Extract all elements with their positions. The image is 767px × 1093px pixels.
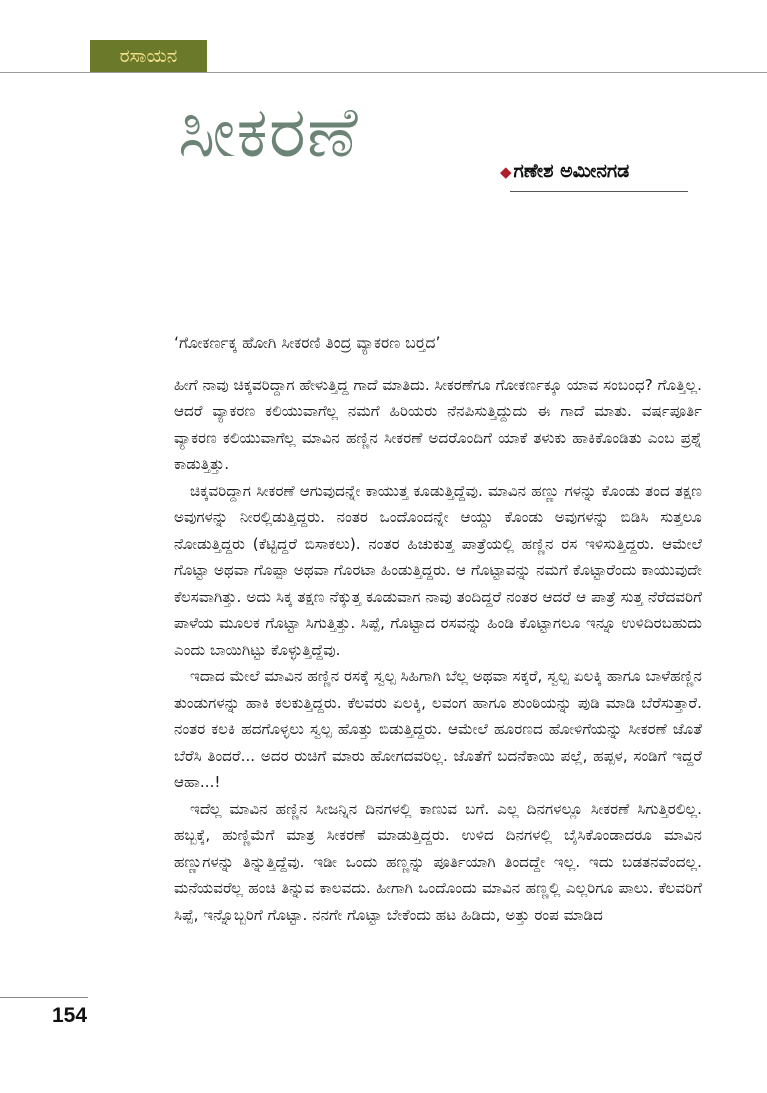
page-number: 154 <box>52 1004 88 1027</box>
author-byline <box>500 160 688 182</box>
article-body <box>174 330 702 928</box>
epigraph: ‘ಗೋಕರ್ಣಕ್ಕ ಹೋಗಿ ಸೀಕರಣಿ ತಿಂದ್ರ ವ್ಯಾಕರಣ ಬರ್‍ತದ’ <box>174 334 441 352</box>
paragraph: ಚಿಕ್ಕವರಿದ್ದಾಗ ಸೀಕರಣೆ ಆಗುವುದನ್ನೇ ಕಾಯುತ್ತ ಕೂಡುತ್ತಿದ್ದೆವು. ಮಾವಿನ ಹಣ್ಣು ಗಳನ್ನು ಕೊಂಡು ತಂದ ತಕ್ಷಣ ಅವುಗಳನ್ನು ನೀರಲ್ಲಿಡುತ್ತಿದ್ದರು. ನಂತರ ಒಂದೊಂದನ್ನೇ ಆಯ್ದು ಕೊಂಡು ಅವುಗಳನ್ನು ಬಿಡಿಸಿ ಸುತ್ತಲೂ ನೋಡುತ್ತಿದ್ದರು (ಕೆಟ್ಟಿದ್ದರೆ ಬಿಸಾಕಲು). ನಂತರ ಹಿಚುಕುತ್ತ ಪಾತ್ರೆಯಲ್ಲಿ ಹಣ್ಣಿನ ರಸ ಇಳಿಸುತ್ತಿದ್ದರು. ಆಮೇಲೆ ಗೊಟ್ಟಾ ಅಥವಾ ಗೊಪ್ಪಾ ಅಥವಾ ಗೊರಟಾ ಹಿಂಡುತ್ತಿದ್ದರು. ಆ ಗೊಟ್ಟಾವನ್ನು ನಮಗೆ ಕೊಟ್ಟಾರೆಂದು ಕಾಯುವುದೇ ಕೆಲಸವಾಗಿತ್ತು. ಅದು ಸಿಕ್ಕ ತಕ್ಷಣ ನೆಕ್ಕುತ್ತ ಕೂಡುವಾಗ ನಾವು ತಂದಿದ್ದರೆ ನಂತರ ಆದರೆ ಆ ಪಾತ್ರೆ ಸುತ್ತ ನೆರೆದವರಿಗೆ ಪಾಳೆಯ ಮೂಲಕ ಗೊಟ್ಟಾ ಸಿಗುತ್ತಿತ್ತು. ಸಿಪ್ಪೆ, ಗೊಟ್ಟಾದ ರಸವನ್ನು ಹಿಂಡಿ ಕೊಟ್ಟಾಗಲೂ ಇನ್ನೂ ಉಳಿದಿರಬಹುದು ಎಂದು ಬಾಯಿಗಿಟ್ಟು ಕೊಳ್ಳುತ್ತಿದ್ದೆವು. <box>174 481 702 659</box>
paragraph: ಇದಾದ ಮೇಲೆ ಮಾವಿನ ಹಣ್ಣಿನ ರಸಕ್ಕೆ ಸ್ವಲ್ಪ ಸಿಹಿಗಾಗಿ ಬೆಲ್ಲ ಅಥವಾ ಸಕ್ಕರೆ, ಸ್ವಲ್ಪ ಏಲಕ್ಕಿ ಹಾಗೂ ಬಾಳೆಹಣ್ಣಿನ ತುಂಡುಗಳನ್ನು ಹಾಕಿ ಕಲಕುತ್ತಿದ್ದರು. ಕೆಲವರು ಏಲಕ್ಕಿ, ಲವಂಗ ಹಾಗೂ ಶುಂಠಿಯನ್ನು ಪುಡಿ ಮಾಡಿ ಬೆರೆಸುತ್ತಾರೆ. ನಂತರ ಕಲಕಿ ಹದಗೊಳ್ಳಲು ಸ್ವಲ್ಪ ಹೊತ್ತು ಬಿಡುತ್ತಿದ್ದರು. ಆಮೇಲೆ ಹೂರಣದ ಹೋಳಿಗೆಯನ್ನು ಸೀಕರಣೆ ಜೊತೆ ಬೆರೆಸಿ ತಿಂದರೆ... ಅದರ ರುಚಿಗೆ ಮಾರು ಹೋಗದವರಿಲ್ಲ. ಜೊತೆಗೆ ಬದನೆಕಾಯಿ ಪಲ್ಲೆ, ಹಪ್ಪಳ, ಸಂಡಿಗೆ ಇದ್ದರೆ ಆಹಾ...! <box>174 667 702 791</box>
article-title: ಸೀಕರಣೆ <box>178 91 359 173</box>
author-name: ಗಣೇಶ ಅಮೀನಗಡ <box>513 160 630 182</box>
section-tag: ರಸಾಯನ <box>90 40 207 72</box>
header-rule <box>0 72 767 73</box>
diamond-bullet-icon: ◆ <box>500 163 512 181</box>
paragraph: ಇದೆಲ್ಲ ಮಾವಿನ ಹಣ್ಣಿನ ಸೀಜನ್ನಿನ ದಿನಗಳಲ್ಲಿ ಕಾಣುವ ಬಗೆ. ಎಲ್ಲ ದಿನಗಳಲ್ಲೂ ಸೀಕರಣೆ ಸಿಗುತ್ತಿರಲಿಲ್ಲ. ಹಬ್ಬಕ್ಕೆ, ಹುಣ್ಣಿಮೆಗೆ ಮಾತ್ರ ಸೀಕರಣೆ ಮಾಡುತ್ತಿದ್ದರು. ಉಳಿದ ದಿನಗಳಲ್ಲಿ ಬೈಸಿಕೊಂಡಾದರೂ ಮಾವಿನ ಹಣ್ಣುಗಳನ್ನು ತಿನ್ನುತ್ತಿದ್ದೆವು. ಇಡೀ ಒಂದು ಹಣ್ಣನ್ನು ಪೂರ್ತಿಯಾಗಿ ತಿಂದದ್ದೇ ಇಲ್ಲ. ಇದು ಬಡತನವೆಂದಲ್ಲ. ಮನೆಯವರೆಲ್ಲ ಹಂಚಿ ತಿನ್ನುವ ಕಾಲವದು. ಹೀಗಾಗಿ ಒಂದೊಂದು ಮಾವಿನ ಹಣ್ಣಲ್ಲಿ ಎಲ್ಲರಿಗೂ ಪಾಲು. ಕೆಲವರಿಗೆ ಸಿಪ್ಪೆ, ಇನ್ನೊಬ್ಬರಿಗೆ ಗೊಟ್ಟಾ. ನನಗೇ ಗೊಟ್ಟಾ ಬೇಕೆಂದು ಹಟ ಹಿಡಿದು, ಅತ್ತು ರಂಪ ಮಾಡಿದ <box>174 799 702 924</box>
paragraph: ಹೀಗೆ ನಾವು ಚಿಕ್ಕವರಿದ್ದಾಗ ಹೇಳುತ್ತಿದ್ದ ಗಾದೆ ಮಾತಿದು. ಸೀಕರಣೆಗೂ ಗೋಕರ್ಣಕ್ಕೂ ಯಾವ ಸಂಬಂಧ? ಗೊತ್ತಿಲ್ಲ. ಆದರೆ ವ್ಯಾಕರಣ ಕಲಿಯುವಾಗೆಲ್ಲ ನಮಗೆ ಹಿರಿಯರು ನೆನಪಿಸುತ್ತಿದ್ದುದು ಈ ಗಾದೆ ಮಾತು. ವರ್ಷಪೂರ್ತಿ ವ್ಯಾಕರಣ ಕಲಿಯುವಾಗೆಲ್ಲ ಮಾವಿನ ಹಣ್ಣಿನ ಸೀಕರಣೆ ಅದರೊಂದಿಗೆ ಯಾಕೆ ತಳುಕು ಹಾಕಿಕೊಂಡಿತು ಎಂಬ ಪ್ರಶ್ನೆ ಕಾಡುತ್ತಿತ್ತು. <box>174 375 702 473</box>
footer-rule <box>0 997 88 998</box>
author-rule <box>510 191 688 192</box>
